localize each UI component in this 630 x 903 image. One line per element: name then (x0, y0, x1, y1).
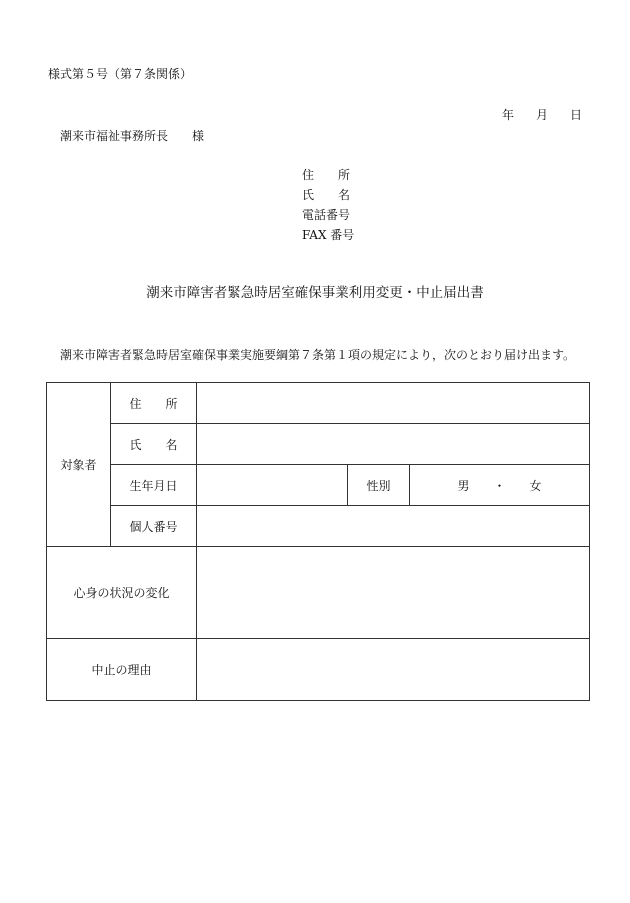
applicant-phone-label: 電話番号 (302, 208, 351, 222)
personal-number-field[interactable] (197, 519, 589, 533)
stop-reason-field-cell[interactable] (197, 639, 590, 701)
intro-text: 潮来市障害者緊急時居室確保事業実施要綱第７条第１項の規定により，次のとおり届け出ます。 (60, 348, 576, 362)
condition-change-field[interactable] (197, 573, 589, 613)
date-year-label: 年 (501, 108, 514, 122)
gender-label: 性別 (348, 465, 410, 506)
name-label: 氏 名 (111, 424, 197, 465)
subject-label: 対象者 (47, 383, 111, 547)
gender-female-option[interactable]: 女 (529, 478, 542, 493)
table-row (47, 465, 590, 506)
date-month-label: 月 (535, 108, 548, 122)
addressee (60, 130, 204, 142)
table-row (47, 424, 590, 465)
personal-number-field-cell[interactable] (197, 506, 590, 547)
table-row (47, 383, 590, 424)
birthdate-field[interactable] (197, 478, 347, 492)
form-number: 様式第５号（第７条関係） (48, 67, 193, 81)
applicant-fax-label: FAX 番号 (302, 228, 355, 242)
form-table (46, 382, 590, 701)
applicant-address-label: 住 所 (302, 168, 351, 182)
birthdate-label: 生年月日 (111, 465, 197, 506)
table-row (47, 547, 590, 639)
table-row (47, 506, 590, 547)
condition-change-label: 心身の状況の変化 (47, 547, 197, 639)
stop-reason-label: 中止の理由 (47, 639, 197, 701)
personal-number-label: 個人番号 (111, 506, 197, 547)
table-row (47, 639, 590, 701)
address-label: 住 所 (111, 383, 197, 424)
birthdate-field-cell[interactable] (197, 465, 348, 506)
date-day-label: 日 (569, 108, 582, 122)
stop-reason-field[interactable] (197, 650, 589, 690)
gender-options[interactable] (410, 465, 590, 506)
address-field[interactable] (197, 396, 589, 410)
addressee-honorific: 様 (192, 129, 205, 143)
address-field-cell[interactable] (197, 383, 590, 424)
name-field[interactable] (197, 437, 589, 451)
applicant-name-label: 氏 名 (302, 188, 351, 202)
date-line (480, 109, 582, 121)
gender-male-option[interactable]: 男 (457, 478, 470, 493)
form-title: 潮来市障害者緊急時居室確保事業利用変更・中止届出書 (146, 285, 484, 301)
name-field-cell[interactable] (197, 424, 590, 465)
addressee-name: 潮来市福祉事務所長 (60, 129, 169, 143)
condition-change-field-cell[interactable] (197, 547, 590, 639)
gender-separator: ・ (493, 478, 506, 493)
